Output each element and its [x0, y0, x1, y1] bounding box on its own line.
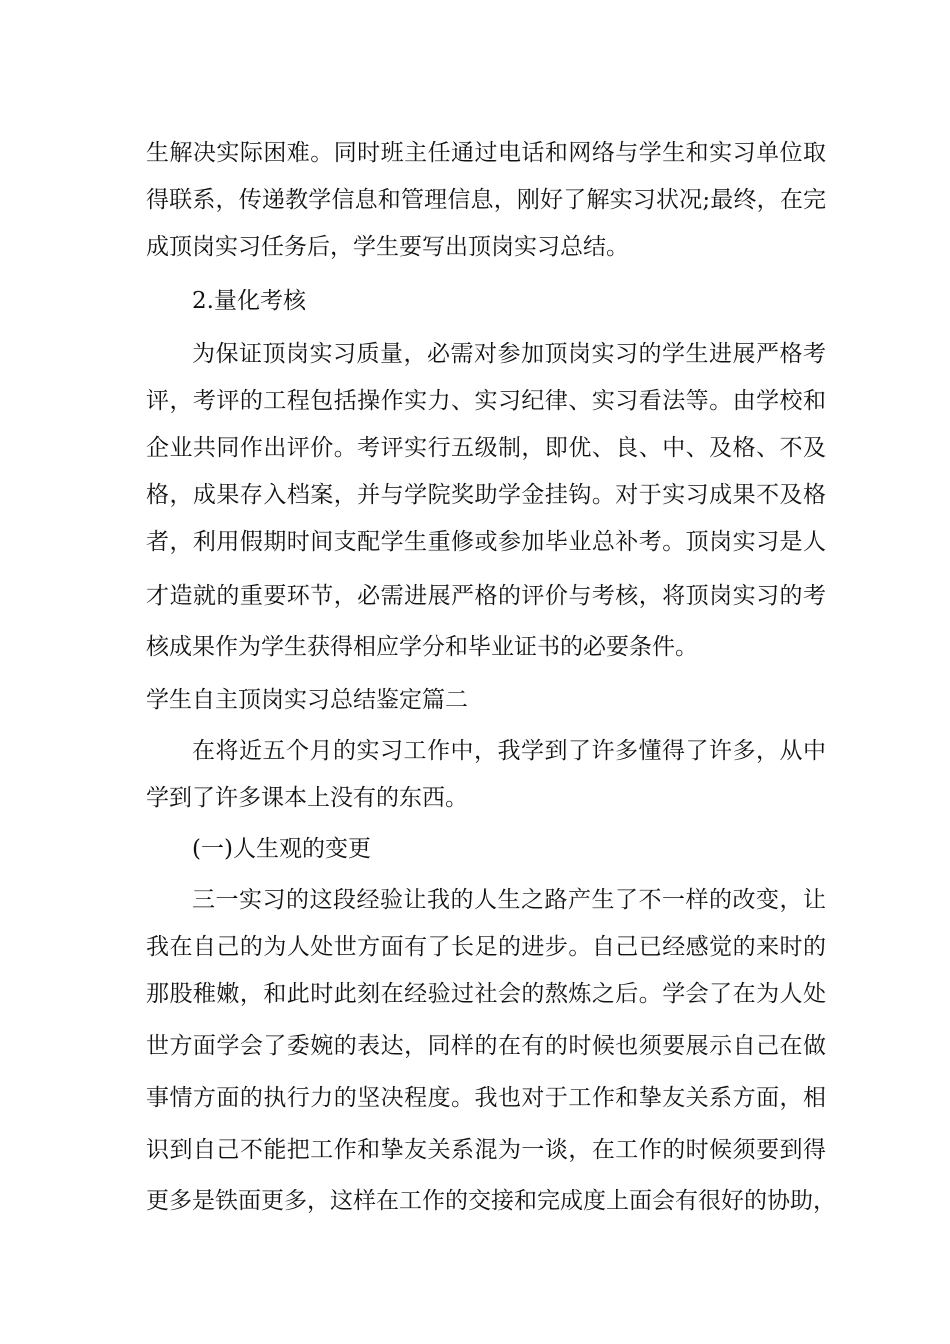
article-title: 学生自主顶岗实习总结鉴定篇二 [146, 687, 468, 713]
body-text-line: 为保证顶岗实习质量，必需对参加顶岗实习的学生进展严格考 [192, 341, 826, 367]
body-text-line: 识到自己不能把工作和挚友关系混为一谈，在工作的时候须要到得 [146, 1137, 826, 1163]
body-text-line: 那股稚嫩，和此时此刻在经验过社会的熬炼之后。学会了在为人处 [146, 981, 826, 1007]
body-text-line: 格，成果存入档案，并与学院奖助学金挂钩。对于实习成果不及格 [146, 482, 826, 508]
body-text-line: 者，利用假期时间支配学生重修或参加毕业总补考。顶岗实习是人 [146, 529, 826, 555]
body-text-line: 更多是铁面更多，这样在工作的交接和完成度上面会有很好的协助， [146, 1188, 836, 1214]
body-text-line: 核成果作为学生获得相应学分和毕业证书的必要条件。 [146, 634, 698, 660]
body-text-line: 在将近五个月的实习工作中，我学到了许多懂得了许多，从中 [192, 738, 826, 764]
section-heading: 2.量化考核 [192, 288, 306, 314]
body-text-line: 三一实习的这段经验让我的人生之路产生了不一样的改变，让 [192, 887, 826, 913]
body-text-line: 评，考评的工程包括操作实力、实习纪律、实习看法等。由学校和 [146, 388, 826, 414]
body-text-line: 成顶岗实习任务后，学生要写出顶岗实习总结。 [146, 234, 629, 260]
body-text-line: 企业共同作出评价。考评实行五级制，即优、良、中、及格、不及 [146, 435, 826, 461]
body-text-line: 我在自己的为人处世方面有了长足的进步。自己已经感觉的来时的 [146, 934, 826, 960]
body-text-line: 世方面学会了委婉的表达，同样的在有的时候也须要展示自己在做 [146, 1033, 826, 1059]
body-text-line: 得联系，传递教学信息和管理信息，刚好了解实习状况;最终，在完 [146, 187, 826, 213]
body-text-line: 学到了许多课本上没有的东西。 [146, 785, 468, 811]
body-text-line: 生解决实际困难。同时班主任通过电话和网络与学生和实习单位取 [146, 140, 826, 166]
body-text-line: 事情方面的执行力的坚决程度。我也对于工作和挚友关系方面，相 [146, 1085, 826, 1111]
section-heading: (一)人生观的变更 [192, 836, 371, 862]
body-text-line: 才造就的重要环节，必需进展严格的评价与考核，将顶岗实习的考 [146, 583, 826, 609]
